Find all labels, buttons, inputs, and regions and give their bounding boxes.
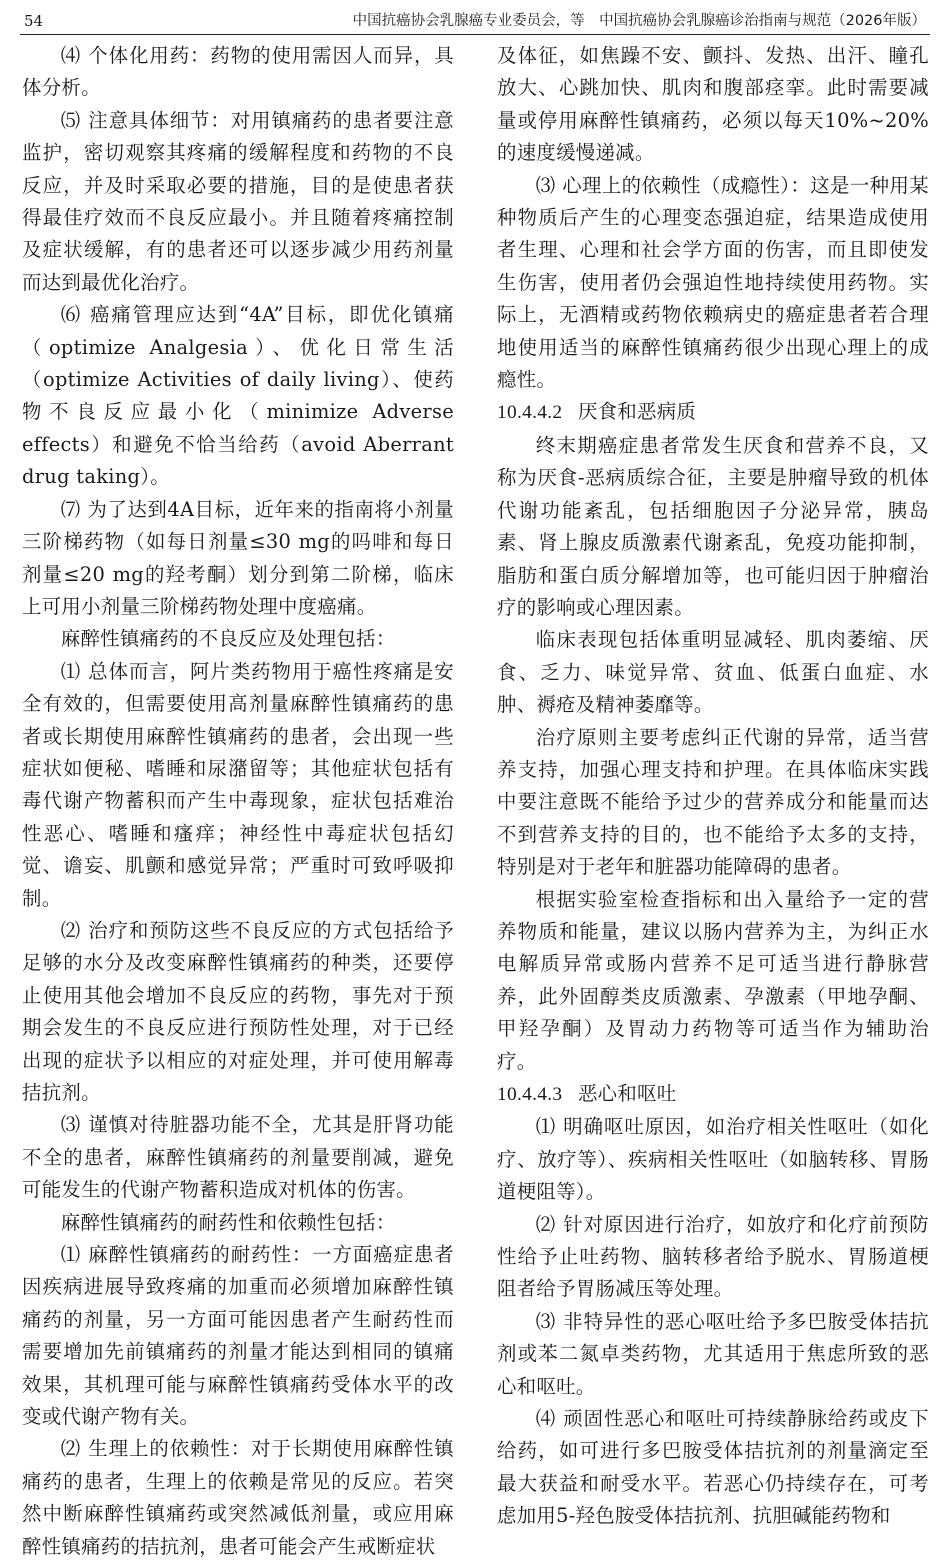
section-number: 10.4.4.3 — [497, 1084, 563, 1105]
section-heading — [497, 1078, 929, 1111]
body-paragraph: ⑶ 非特异性的恶心呕吐给予多巴胺受体拮抗剂或苯二氮卓类药物，尤其适用于焦虑所致的恶心和呕吐。 — [497, 1309, 929, 1398]
body-paragraph: ⑵ 治疗和预防这些不良反应的方式包括给予足够的水分及改变麻醉性镇痛药的种类，还要停止使用其他会增加不良反应的药物，事先对于预期会发生的不良反应进行预防性处理，对于已经出现的症状予以相应的对症处理，并可使用解毒拮抗剂。 — [22, 918, 454, 1104]
body-paragraph: ⑴ 麻醉性镇痛药的耐药性：一方面癌症患者因疾病进展导致疼痛的加重而必须增加麻醉性镇痛药的剂量，另一方面可能因患者产生耐药性而需要增加先前镇痛药的剂量才能达到相同的镇痛效果，其机理可能与麻醉性镇痛药受体水平的改变或代谢产物有关。 — [22, 1243, 454, 1429]
body-paragraph: ⑶ 谨慎对待脏器功能不全，尤其是肝肾功能不全的患者，麻醉性镇痛药的剂量要削减，避免可能发生的代谢产物蓄积造成对机体的伤害。 — [22, 1113, 454, 1202]
body-paragraph: 麻醉性镇痛药的不良反应及处理包括： — [60, 627, 396, 651]
section-title: 厌食和恶病质 — [577, 400, 697, 424]
running-title: 中国抗癌协会乳腺癌专业委员会，等 中国抗癌协会乳腺癌诊治指南与规范（2026年版） — [352, 13, 926, 29]
body-paragraph: ⑶ 心理上的依赖性（成瘾性）：这是一种用某种物质后产生的心理变态强迫症，结果造成使用者生理、心理和社会学方面的伤害，而且即使发生伤害，使用者仍会强迫性地持续使用药物。实际上，无酒精或药物依赖病史的癌症患者若合理地使用适当的麻醉性镇痛药很少出现心理上的成瘾性。 — [497, 173, 929, 392]
body-paragraph: ⑹ 癌痛管理应达到“4A”目标，即优化镇痛（optimize Analgesia）、优化日常生活（optimize Activities of daily living）、使药物不良反应最小化（minimize Adverse effects）和避免不恰当给药（avoid Aberrant drug taking）。 — [22, 303, 454, 489]
body-paragraph: 治疗原则主要考虑纠正代谢的异常，适当营养支持，加强心理支持和护理。在具体临床实践中要注意既不能给予过少的营养成分和能量而达不到营养支持的目的，也不能给予太多的支持，特别是对于老年和脏器功能障碍的患者。 — [497, 725, 929, 879]
page-number: 54 — [24, 12, 44, 30]
body-paragraph: ⑴ 明确呕吐原因，如治疗相关性呕吐（如化疗、放疗等）、疾病相关性呕吐（如脑转移、胃肠道梗阻等）。 — [497, 1115, 929, 1204]
body-paragraph: ⑵ 生理上的依赖性：对于长期使用麻醉性镇痛药的患者，生理上的依赖是常见的反应。若突然中断麻醉性镇痛药或突然减低剂量，或应用麻醉性镇痛药的拮抗剂，患者可能会产生戒断症状 — [22, 1437, 454, 1558]
body-paragraph: ⑺ 为了达到4A目标，近年来的指南将小剂量三阶梯药物（如每日剂量≤30 mg的吗啡和每日剂量≤20 mg的羟考酮）划分到第二阶梯，临床上可用小剂量三阶梯药物处理中度癌痛。 — [22, 497, 454, 618]
right-column — [497, 40, 929, 1533]
body-paragraph: 麻醉性镇痛药的耐药性和依赖性包括： — [60, 1210, 396, 1234]
body-paragraph: ⑸ 注意具体细节：对用镇痛药的患者要注意监护，密切观察其疼痛的缓解程度和药物的不良反应，并及时采取必要的措施，目的是使患者获得最佳疗效而不良反应最小。并且随着疼痛控制及症状缓解，有的患者还可以逐步减少用药剂量而达到最优化治疗。 — [22, 108, 454, 294]
body-paragraph: 及体征，如焦躁不安、颤抖、发热、出汗、瞳孔放大、心跳加快、肌肉和腹部痉挛。此时需要减量或停用麻醉性镇痛药，必须以每天10%~20%的速度缓慢递减。 — [497, 44, 929, 165]
section-heading — [497, 396, 929, 429]
body-paragraph: 终末期癌症患者常发生厌食和营养不良，又称为厌食-恶病质综合征，主要是肿瘤导致的机体代谢功能紊乱，包括细胞因子分泌异常，胰岛素、肾上腺皮质激素代谢紊乱，免疫功能抑制，脂肪和蛋白质分解增加等，也可能归因于肿瘤治疗的影响或心理因素。 — [497, 433, 929, 619]
body-paragraph: ⑵ 针对原因进行治疗，如放疗和化疗前预防性给予止吐药物、脑转移者给予脱水、胃肠道梗阻者给予胃肠减压等处理。 — [497, 1212, 929, 1301]
body-paragraph: ⑷ 个体化用药：药物的使用需因人而异，具体分析。 — [22, 44, 454, 100]
body-paragraph: 根据实验室检查指标和出入量给予一定的营养物质和能量，建议以肠内营养为主，为纠正水电解质异常或肠内营养不足可适当进行静脉营养，此外固醇类皮质激素、孕激素（甲地孕酮、甲羟孕酮）及胃动力药物等可适当作为辅助治疗。 — [497, 887, 929, 1073]
left-column — [22, 40, 454, 1563]
body-paragraph: ⑴ 总体而言，阿片类药物用于癌性疼痛是安全有效的，但需要使用高剂量麻醉性镇痛药的患者或长期使用麻醉性镇痛药的患者，会出现一些症状如便秘、嗜睡和尿潴留等；其他症状包括有毒代谢产物蓄积而产生中毒现象，症状包括难治性恶心、嗜睡和瘙痒；神经性中毒症状包括幻觉、谵妄、肌颤和感觉异常；严重时可致呼吸抑制。 — [22, 659, 454, 910]
body-paragraph: ⑷ 顽固性恶心和呕吐可持续静脉给药或皮下给药，如可进行多巴胺受体拮抗剂的剂量滴定至最大获益和耐受水平。若恶心仍持续存在，可考虑加用5-羟色胺受体拮抗剂、抗胆碱能药物和 — [497, 1407, 929, 1528]
section-number: 10.4.4.2 — [497, 402, 563, 424]
running-header — [20, 8, 930, 35]
section-title: 恶心和呕吐 — [577, 1082, 677, 1105]
body-paragraph: 临床表现包括体重明显减轻、肌肉萎缩、厌食、乏力、味觉异常、贫血、低蛋白血症、水肿、褥疮及精神萎靡等。 — [497, 628, 929, 717]
